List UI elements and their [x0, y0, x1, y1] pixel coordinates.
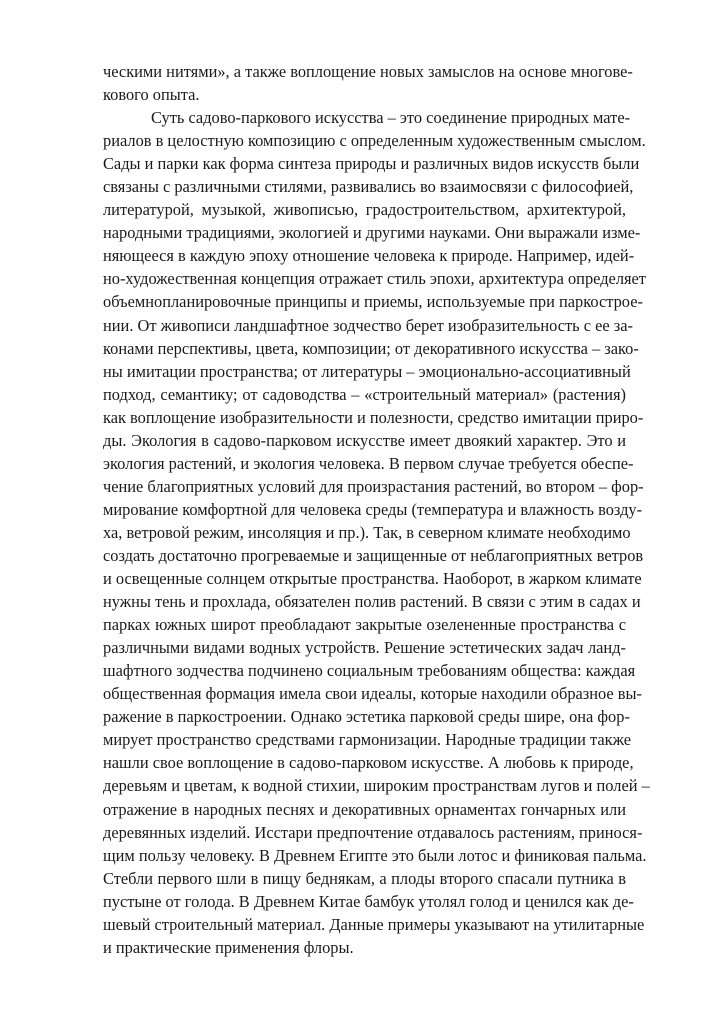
text-line: подход, семантику; от садоводства – «строительный материал» (растения) — [103, 384, 626, 404]
text-line: мирование комфортной для человека среды (температура и влажность возду- — [103, 499, 643, 519]
text-line: как воплощение изобразительности и полезности, средство имитации приро- — [103, 407, 644, 427]
text-line: экология растений, и экология человека. В первом случае требуется обеспе- — [103, 453, 634, 473]
text-line: и практические применения флоры. — [103, 937, 354, 957]
text-line: чение благоприятных условий для произрастания растений, во втором – фор- — [103, 476, 644, 496]
text-line: конами перспективы, цвета, композиции; от декоративного искусства – зако- — [103, 338, 639, 358]
text-line: ны имитации пространства; от литературы – эмоционально-ассоциативный — [103, 361, 631, 381]
text-line: объемнопланировочные принципы и приемы, используемые при паркострое- — [103, 292, 643, 312]
text-line: ха, ветровой режим, инсоляция и пр.). Так, в северном климате необходимо — [103, 522, 631, 542]
text-line: связаны с различными стилями, развивались во взаимосвязи с философией, — [103, 177, 634, 197]
text-line: Сады и парки как форма синтеза природы и различных видов искусств были — [103, 154, 640, 174]
text-line: различными видами водных устройств. Решение эстетических задач ланд- — [103, 638, 626, 658]
text-line: нии. От живописи ландшафтное зодчество берет изобразительность с ее за- — [103, 315, 633, 335]
text-line: нашли свое воплощение в садово-парковом искусстве. А любовь к природе, — [103, 753, 634, 773]
text-line: и освещенные солнцем открытые пространства. Наоборот, в жарком климате — [103, 569, 642, 589]
text-line: Стебли первого шли в пищу беднякам, а плоды второго спасали путника в — [103, 868, 626, 888]
text-line: деревьям и цветам, к водной стихии, широким пространствам лугов и полей – — [103, 776, 650, 796]
text-line: риалов в целостную композицию с определенным художественным смыслом. — [103, 131, 646, 151]
text-line: ческими нитями», а также воплощение новых замыслов на основе многове- — [103, 62, 633, 81]
text-line: общественная формация имела свои идеалы, которые находили образное вы- — [103, 684, 643, 704]
text-line: ды. Экология в садово-парковом искусстве имеет двоякий характер. Это и — [103, 430, 626, 450]
text-line: кового опыта. — [103, 85, 200, 105]
text-line: создать достаточно прогреваемые и защищенные от неблагоприятных ветров — [103, 545, 644, 565]
text-line: мирует пространство средствами гармонизации. Народные традиции также — [103, 730, 631, 750]
body-text — [103, 60, 650, 959]
text-line: щим пользу человеку. В Древнем Египте это были лотос и финиковая пальма. — [103, 845, 647, 865]
text-line: отражение в народных песнях и декоративных орнаментах гончарных или — [103, 799, 626, 819]
text-line: шевый строительный материал. Данные примеры указывают на утилитарные — [103, 914, 645, 934]
text-line: деревянных изделий. Исстари предпочтение отдавалось растениям, принося- — [103, 822, 643, 842]
text-line: Суть садово-паркового искусства – это соединение природных мате- — [151, 108, 631, 128]
text-line: пустыне от голода. В Древнем Китае бамбук утолял голод и ценился как де- — [103, 891, 634, 911]
text-line: шафтного зодчества подчинено социальным требованиям общества: каждая — [103, 661, 636, 681]
text-line: литературой, музыкой, живописью, градостроительством, архитектурой, — [103, 200, 626, 220]
text-line: но-художественная концепция отражает стиль эпохи, архитектура определяет — [103, 269, 646, 289]
text-line: ражение в паркостроении. Однако эстетика парковой среды шире, она фор- — [103, 707, 630, 727]
text-line: парках южных широт преобладают закрытые озелененные пространства с — [103, 615, 626, 635]
text-line: народными традициями, экологией и другими науками. Они выражали изме- — [103, 223, 641, 243]
text-line: няющееся в каждую эпоху отношение человека к природе. Например, идей- — [103, 246, 635, 266]
text-line: нужны тень и прохлада, обязателен полив растений. В связи с этим в садах и — [103, 592, 641, 612]
